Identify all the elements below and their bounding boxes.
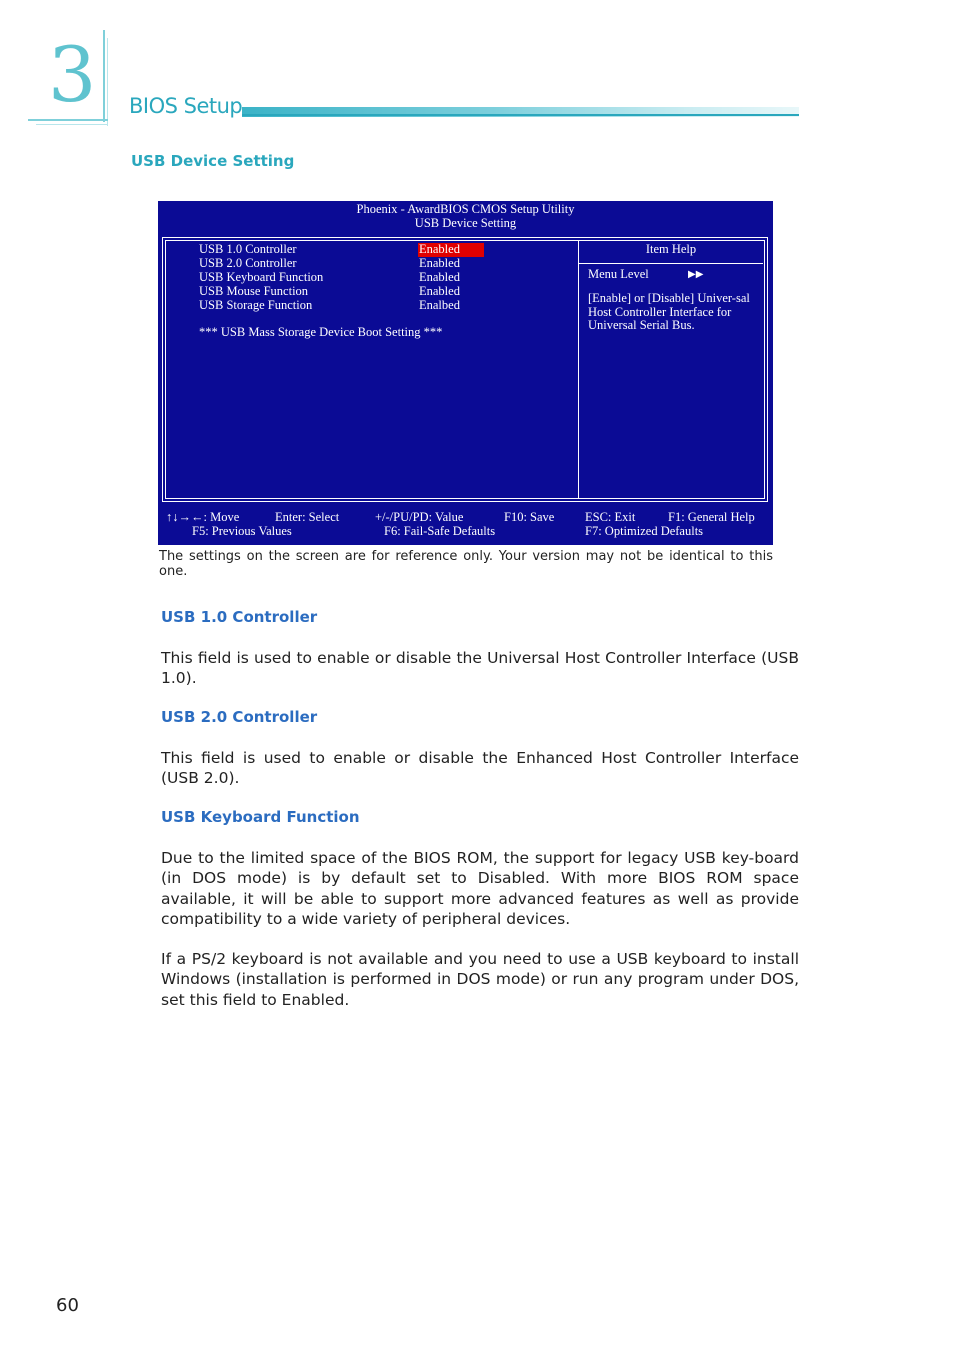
- bios-help-divider: [578, 240, 579, 499]
- page-number: 60: [56, 1295, 79, 1316]
- chapter-number: 3: [48, 30, 97, 119]
- bios-screen: [158, 201, 773, 545]
- bios-item-label: USB Mouse Function: [199, 284, 309, 298]
- bios-header-page: USB Device Setting: [414, 215, 517, 230]
- bios-item-label: USB 2.0 Controller: [199, 256, 297, 270]
- bios-value-usb-mouse[interactable]: Enabled: [419, 284, 460, 298]
- bios-item-label: USB 1.0 Controller: [199, 242, 297, 256]
- chapter-title-bar-line: [242, 114, 799, 116]
- double-right-arrow-icon: ▶▶: [688, 269, 704, 280]
- footer-exit: ESC: Exit: [585, 510, 636, 524]
- bios-item-label: USB Keyboard Function: [199, 270, 324, 284]
- bios-value-usb10-selected[interactable]: Enabled: [418, 243, 484, 257]
- bios-item-usb10[interactable]: [199, 243, 297, 257]
- footer-save: F10: Save: [504, 510, 555, 524]
- footer-optimized: F7: Optimized Defaults: [585, 524, 704, 538]
- footer-value: +/-/PU/PD: Value: [375, 510, 464, 524]
- heading-usb20-controller: USB 2.0 Controller: [161, 708, 318, 726]
- heading-usb10-controller: USB 1.0 Controller: [161, 608, 318, 626]
- bios-value-usb20[interactable]: Enabled: [419, 256, 460, 270]
- bios-item-usb-keyboard[interactable]: [199, 271, 323, 285]
- chapter-ornament-horizontal-shadow: [36, 124, 108, 125]
- bios-help-text: [Enable] or [Disable] Univer-sal Host Controller Interface for Universal Serial Bus.: [588, 291, 750, 333]
- screenshot-caption: The settings on the screen are for reference only. Your version may not be identical to this one.: [159, 549, 773, 579]
- paragraph-usb20: This field is used to enable or disable the Enhanced Host Controller Interface (USB 2.0).: [161, 749, 799, 788]
- footer-previous: F5: Previous Values: [192, 524, 292, 538]
- footer-move: ↑↓→←: Move: [166, 510, 240, 524]
- section-title: USB Device Setting: [131, 152, 295, 170]
- bios-item-usb-storage[interactable]: [199, 299, 312, 313]
- bios-help-title: Item Help: [645, 242, 697, 256]
- bios-menu-level: Menu Level: [588, 267, 649, 281]
- bios-value-usb-storage[interactable]: Enalbed: [419, 298, 460, 312]
- bios-item-usb-mouse[interactable]: [199, 285, 308, 299]
- bios-help-separator: [579, 263, 763, 264]
- paragraph-usb-keyboard-2: If a PS/2 keyboard is not available and you need to use a USB keyboard to install Windows (installation is performed in DOS mode) or run any program under DOS, set this field to Enabled.: [161, 950, 799, 1009]
- paragraph-usb-keyboard-1: Due to the limited space of the BIOS ROM, the support for legacy USB key-board (in DOS mode) is by default set to Disabled. With more BIOS ROM space available, it will be able to support more advanced features as well as provide compatibility to a wide variety of peripheral devices.: [161, 849, 799, 928]
- footer-enter: Enter: Select: [275, 510, 340, 524]
- bios-value-usb-keyboard[interactable]: Enabled: [419, 270, 460, 284]
- paragraph-usb10: This field is used to enable or disable the Universal Host Controller Interface (USB 1.0).: [161, 649, 799, 688]
- bios-header: [158, 203, 773, 230]
- chapter-ornament-vertical: [103, 30, 105, 122]
- chapter-ornament-vertical-shadow: [107, 38, 108, 126]
- bios-item-usb20[interactable]: [199, 257, 297, 271]
- bios-boot-setting-heading: *** USB Mass Storage Device Boot Setting ***: [199, 325, 443, 339]
- footer-help: F1: General Help: [668, 510, 755, 524]
- chapter-title: BIOS Setup: [129, 94, 243, 118]
- bios-header-utility: Phoenix - AwardBIOS CMOS Setup Utility: [356, 202, 575, 216]
- bios-item-label: USB Storage Function: [199, 298, 313, 312]
- footer-failsafe: F6: Fail-Safe Defaults: [384, 524, 496, 538]
- heading-usb-keyboard-function: USB Keyboard Function: [161, 808, 360, 826]
